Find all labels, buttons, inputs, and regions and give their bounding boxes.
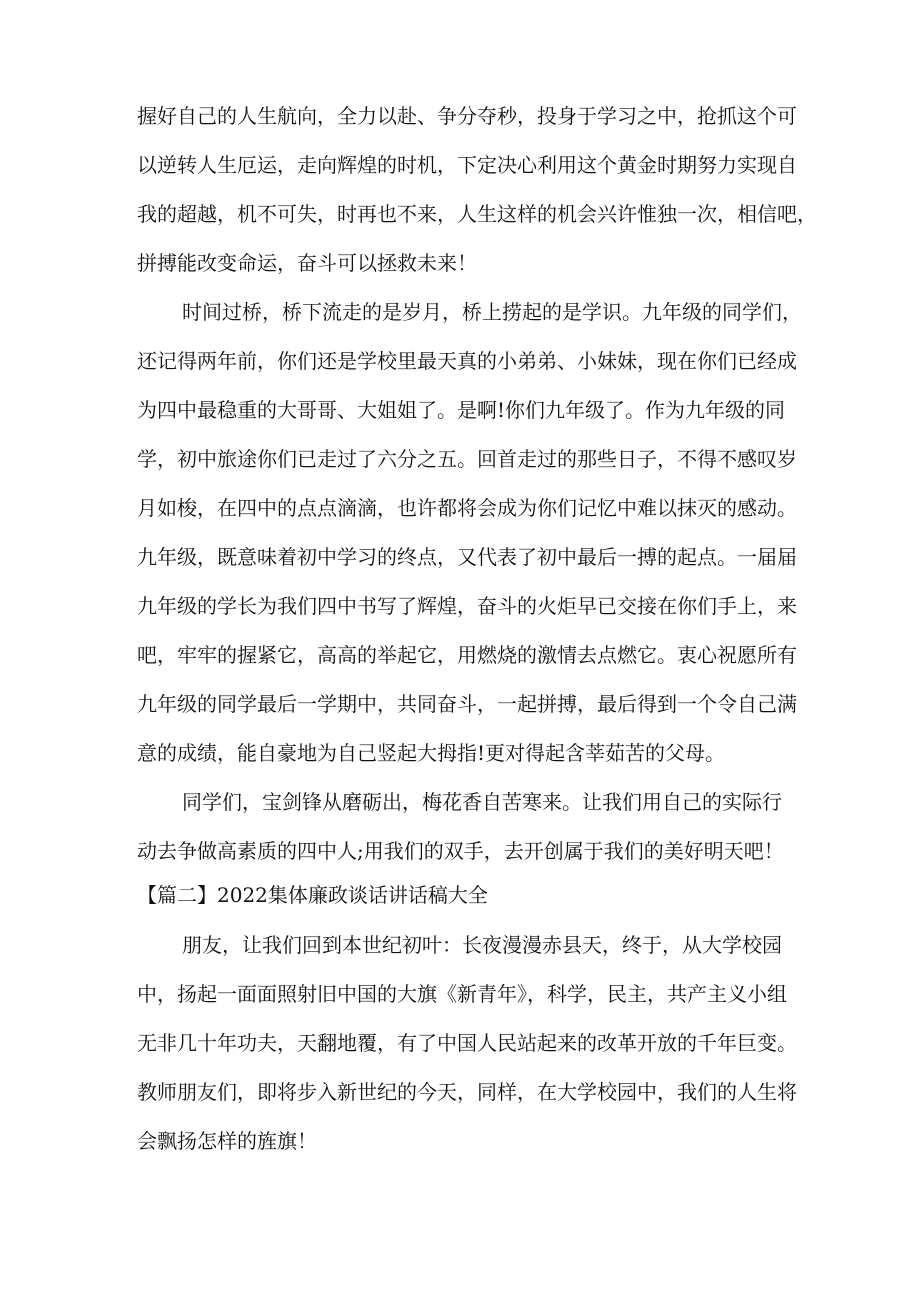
paragraph-4-line-2: 中，扬起一面面照射旧中国的大旗《新青年》，科学，民主，共产主义小组 [137,982,787,1006]
paragraph-2-line-8: 吧，牢牢的握紧它，高高的举起它，用燃烧的激情去点燃它。衷心祝愿所有 [137,643,797,667]
paragraph-4-line-5: 会飘扬怎样的旌旗！ [137,1129,317,1153]
paragraph-1-line-1: 握好自己的人生航向，全力以赴、争分夺秒，投身于学习之中，抢抓这个可 [137,104,797,128]
paragraph-2-line-1: 时间过桥，桥下流走的是岁月，桥上捞起的是学识。九年级的同学们， [182,300,802,324]
paragraph-2-line-9: 九年级的同学最后一学期中，共同奋斗，一起拼搏，最后得到一个令自己满 [137,692,797,716]
paragraph-1-line-3: 我的超越，机不可失，时再也不来，人生这样的机会兴许惟独一次，相信吧， [137,202,817,226]
paragraph-3-line-2: 动去争做高素质的四中人;用我们的双手，去开创属于我们的美好明天吧！ [137,839,784,863]
paragraph-2-line-6: 九年级，既意味着初中学习的终点，又代表了初中最后一搏的起点。一届届 [137,545,797,569]
paragraph-2-line-2: 还记得两年前，你们还是学校里最天真的小弟弟、小妹妹，现在你们已经成 [137,349,797,373]
paragraph-4-line-3: 无非几十年功夫，天翻地覆，有了中国人民站起来的改革开放的千年巨变。 [137,1031,797,1055]
paragraph-2-line-3: 为四中最稳重的大哥哥、大姐姐了。是啊!你们九年级了。作为九年级的同 [137,398,786,422]
paragraph-2-line-7: 九年级的学长为我们四中书写了辉煌，奋斗的火炬早已交接在你们手上，来 [137,594,797,618]
paragraph-2-line-5: 月如梭，在四中的点点滴滴，也许都将会成为你们记忆中难以抹灭的感动。 [137,496,797,520]
paragraph-1-line-2: 以逆转人生厄运，走向辉煌的时机，下定决心利用这个黄金时期努力实现自 [137,153,797,177]
paragraph-2-line-10: 意的成绩，能自豪地为自己竖起大拇指!更对得起含莘茹苦的父母。 [137,741,726,765]
paragraph-1-line-4: 拼搏能改变命运，奋斗可以拯救未来！ [137,251,477,275]
paragraph-4-line-1: 朋友，让我们回到本世纪初叶：长夜漫漫赤县天，终于，从大学校园 [182,933,782,957]
section-heading: 【篇二】2022集体廉政谈话讲话稿大全 [137,883,488,907]
paragraph-2-line-4: 学，初中旅途你们已走过了六分之五。回首走过的那些日子，不得不感叹岁 [137,447,797,471]
paragraph-3-line-1: 同学们，宝剑锋从磨砺出，梅花香自苦寒来。让我们用自己的实际行 [182,790,782,814]
paragraph-4-line-4: 教师朋友们，即将步入新世纪的今天，同样，在大学校园中，我们的人生将 [137,1080,797,1104]
